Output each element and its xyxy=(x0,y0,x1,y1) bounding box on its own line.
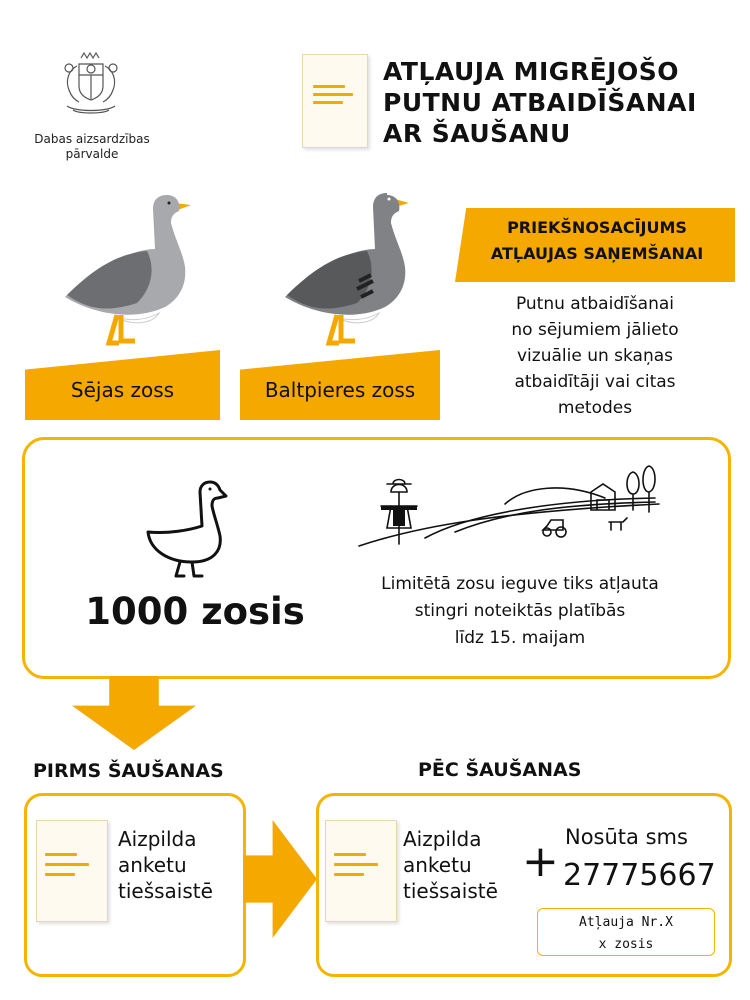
farmland-icon xyxy=(355,464,665,554)
after-text xyxy=(403,826,523,904)
farmland-illustration xyxy=(355,464,665,554)
coat-of-arms-logo xyxy=(55,48,127,128)
prerequisite-banner-line1: PRIEKŠNOSACĪJUMS xyxy=(507,218,687,237)
bean-goose-label: Sējas zoss xyxy=(70,378,175,402)
bean-goose-icon xyxy=(55,185,195,350)
goose-limit-count: 1000 zosis xyxy=(85,590,305,633)
title-line2: PUTNU ATBAIDĪŠANAI xyxy=(383,88,697,117)
before-line2: anketu xyxy=(118,853,187,877)
white-fronted-goose-label: Baltpieres zoss xyxy=(264,378,416,402)
sms-number: 27775667 xyxy=(563,858,716,893)
coat-of-arms-icon xyxy=(55,48,127,128)
org-name-line2: pārvalde xyxy=(65,147,119,161)
goose-outline-icon xyxy=(140,470,240,580)
right-arrow-icon xyxy=(243,820,317,938)
before-document-icon xyxy=(36,820,108,922)
goose-outline-illustration xyxy=(140,470,240,580)
white-fronted-goose-icon xyxy=(275,185,415,350)
prerequisite-text-line2: no sējumiem jālieto xyxy=(511,320,679,340)
prerequisite-banner-line2: ATĻAUJAS SAŅEMŠANAI xyxy=(490,244,704,263)
white-fronted-goose-illustration xyxy=(275,185,415,350)
after-heading: PĒC ŠAUŠANAS xyxy=(418,759,582,781)
prerequisite-text-line5: metodes xyxy=(557,398,633,418)
after-line3: tiešsaistē xyxy=(403,879,498,903)
bean-goose-illustration xyxy=(55,185,195,350)
prerequisite-text-line4: atbaidītāji vai citas xyxy=(514,372,676,392)
limit-text-line2: stingri noteiktās platībās xyxy=(414,601,626,621)
after-line2: anketu xyxy=(403,853,472,877)
sms-label: Nosūta sms xyxy=(565,825,688,849)
prerequisite-text-line3: vizuālie un skaņas xyxy=(516,346,674,366)
org-name xyxy=(22,132,162,162)
prerequisite-text xyxy=(460,291,730,421)
sms-template-line2: x zosis xyxy=(598,937,654,952)
sms-template-line1: Atļauja Nr.X xyxy=(579,915,673,930)
sms-template xyxy=(537,908,715,956)
limit-text-line3: līdz 15. maijam xyxy=(454,628,586,648)
before-line1: Aizpilda xyxy=(118,827,197,851)
before-heading: PIRMS ŠAUŠANAS xyxy=(33,760,224,782)
down-arrow-icon xyxy=(72,676,196,750)
before-line3: tiešsaistē xyxy=(118,879,213,903)
after-line1: Aizpilda xyxy=(403,827,482,851)
after-document-icon xyxy=(325,820,397,922)
limit-text-line1: Limitētā zosu ieguve tiks atļauta xyxy=(381,574,659,594)
page-title xyxy=(383,56,733,149)
document-icon xyxy=(302,54,368,148)
before-text xyxy=(118,826,238,904)
prerequisite-text-line1: Putnu atbaidīšanai xyxy=(515,294,675,314)
prerequisite-banner-text xyxy=(462,215,732,267)
plus-sign: + xyxy=(522,836,559,887)
title-line3: AR ŠAUŠANU xyxy=(383,119,571,148)
title-line1: ATĻAUJA MIGRĒJOŠO xyxy=(383,57,679,86)
limit-text xyxy=(355,571,685,652)
org-name-line1: Dabas aizsardzības xyxy=(34,132,150,146)
